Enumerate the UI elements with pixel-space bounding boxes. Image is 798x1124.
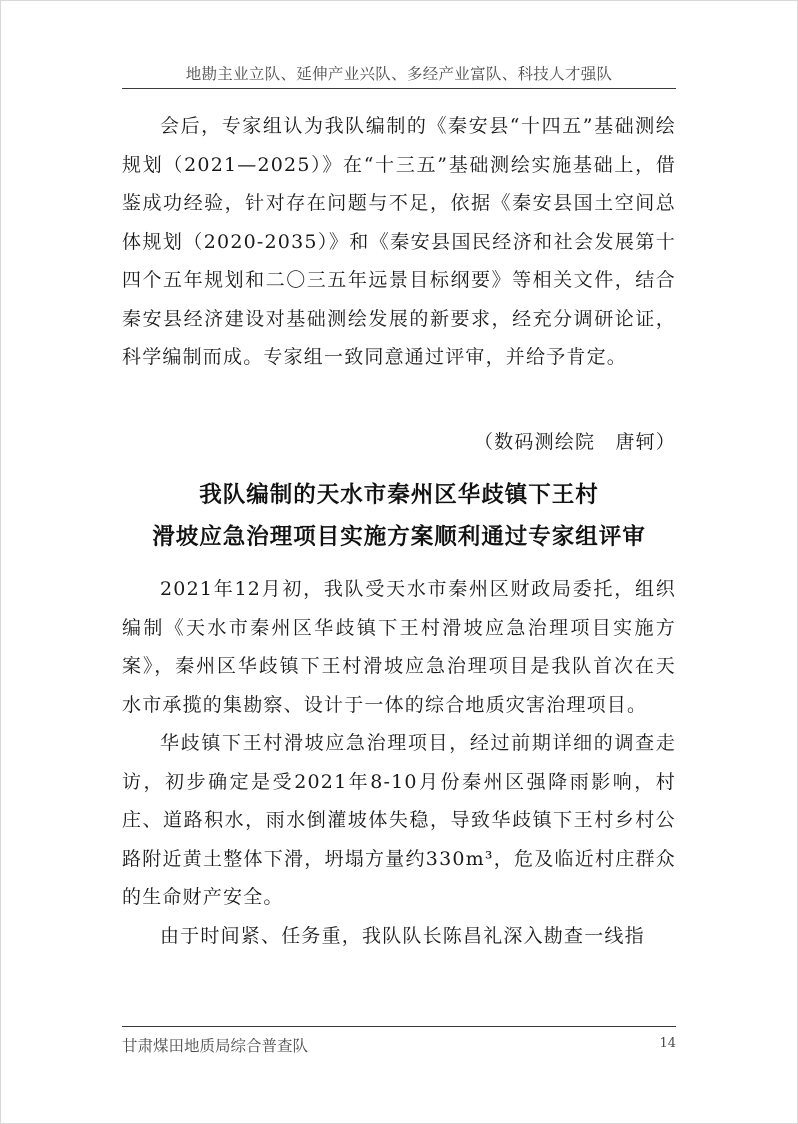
article2-paragraph-2: 华歧镇下王村滑坡应急治理项目，经过前期详细的调查走访，初步确定是受2021年8-10月份秦州区强降雨影响，村庄、道路积水，雨水倒灌坡体失稳，导致华歧镇下王村乡村公路附近黄土整体下滑，坍塌方量约330m³，危及临近村庄群众的生命财产安全。 [122, 732, 676, 908]
article2-paragraph-1: 2021年12月初，我队受天水市秦州区财政局委托，组织编制《天水市秦州区华歧镇下王村滑坡应急治理项目实施方案》，秦州区华歧镇下王村滑坡应急治理项目是我队首次在天水市承揽的集勘察、设计于一体的综合地质灾害治理项目。 [122, 578, 676, 716]
article1-paragraph-1: 会后，专家组认为我队编制的《秦安县“十四五”基础测绘规划（2021—2025）》在“十三五”基础测绘实施基础上，借鉴成功经验，针对存在问题与不足，依据《秦安县国土空间总体规划（2020-2035）》和《秦安县国民经济和社会发展第十四个五年规划和二〇三五年远景目标纲要》等相关文件，结合秦安县经济建设对基础测绘发展的新要求，经充分调研论证，科学编制而成。专家组一致同意通过评审，并给予肯定。 [122, 115, 676, 368]
article2-title-line-1: 我队编制的天水市秦州区华歧镇下王村 [199, 482, 599, 508]
header-divider [122, 88, 676, 89]
article2-title-line-2: 滑坡应急治理项目实施方案顺利通过专家组评审 [152, 524, 646, 550]
article2-title [122, 474, 676, 558]
article2-body [122, 570, 676, 955]
footer-divider [122, 1026, 676, 1027]
article1-body [122, 107, 676, 377]
article2-paragraph-3: 由于时间紧、任务重，我队队长陈昌礼深入勘查一线指 [160, 924, 645, 947]
page-header-slogan: 地勘主业立队、延伸产业兴队、多经产业富队、科技人才强队 [185, 65, 613, 83]
footer-organization: 甘肃煤田地质局综合普查队 [122, 1037, 309, 1055]
article1-signature: （数码测绘院 唐轲） [473, 431, 676, 453]
page-number: 14 [659, 1036, 676, 1051]
